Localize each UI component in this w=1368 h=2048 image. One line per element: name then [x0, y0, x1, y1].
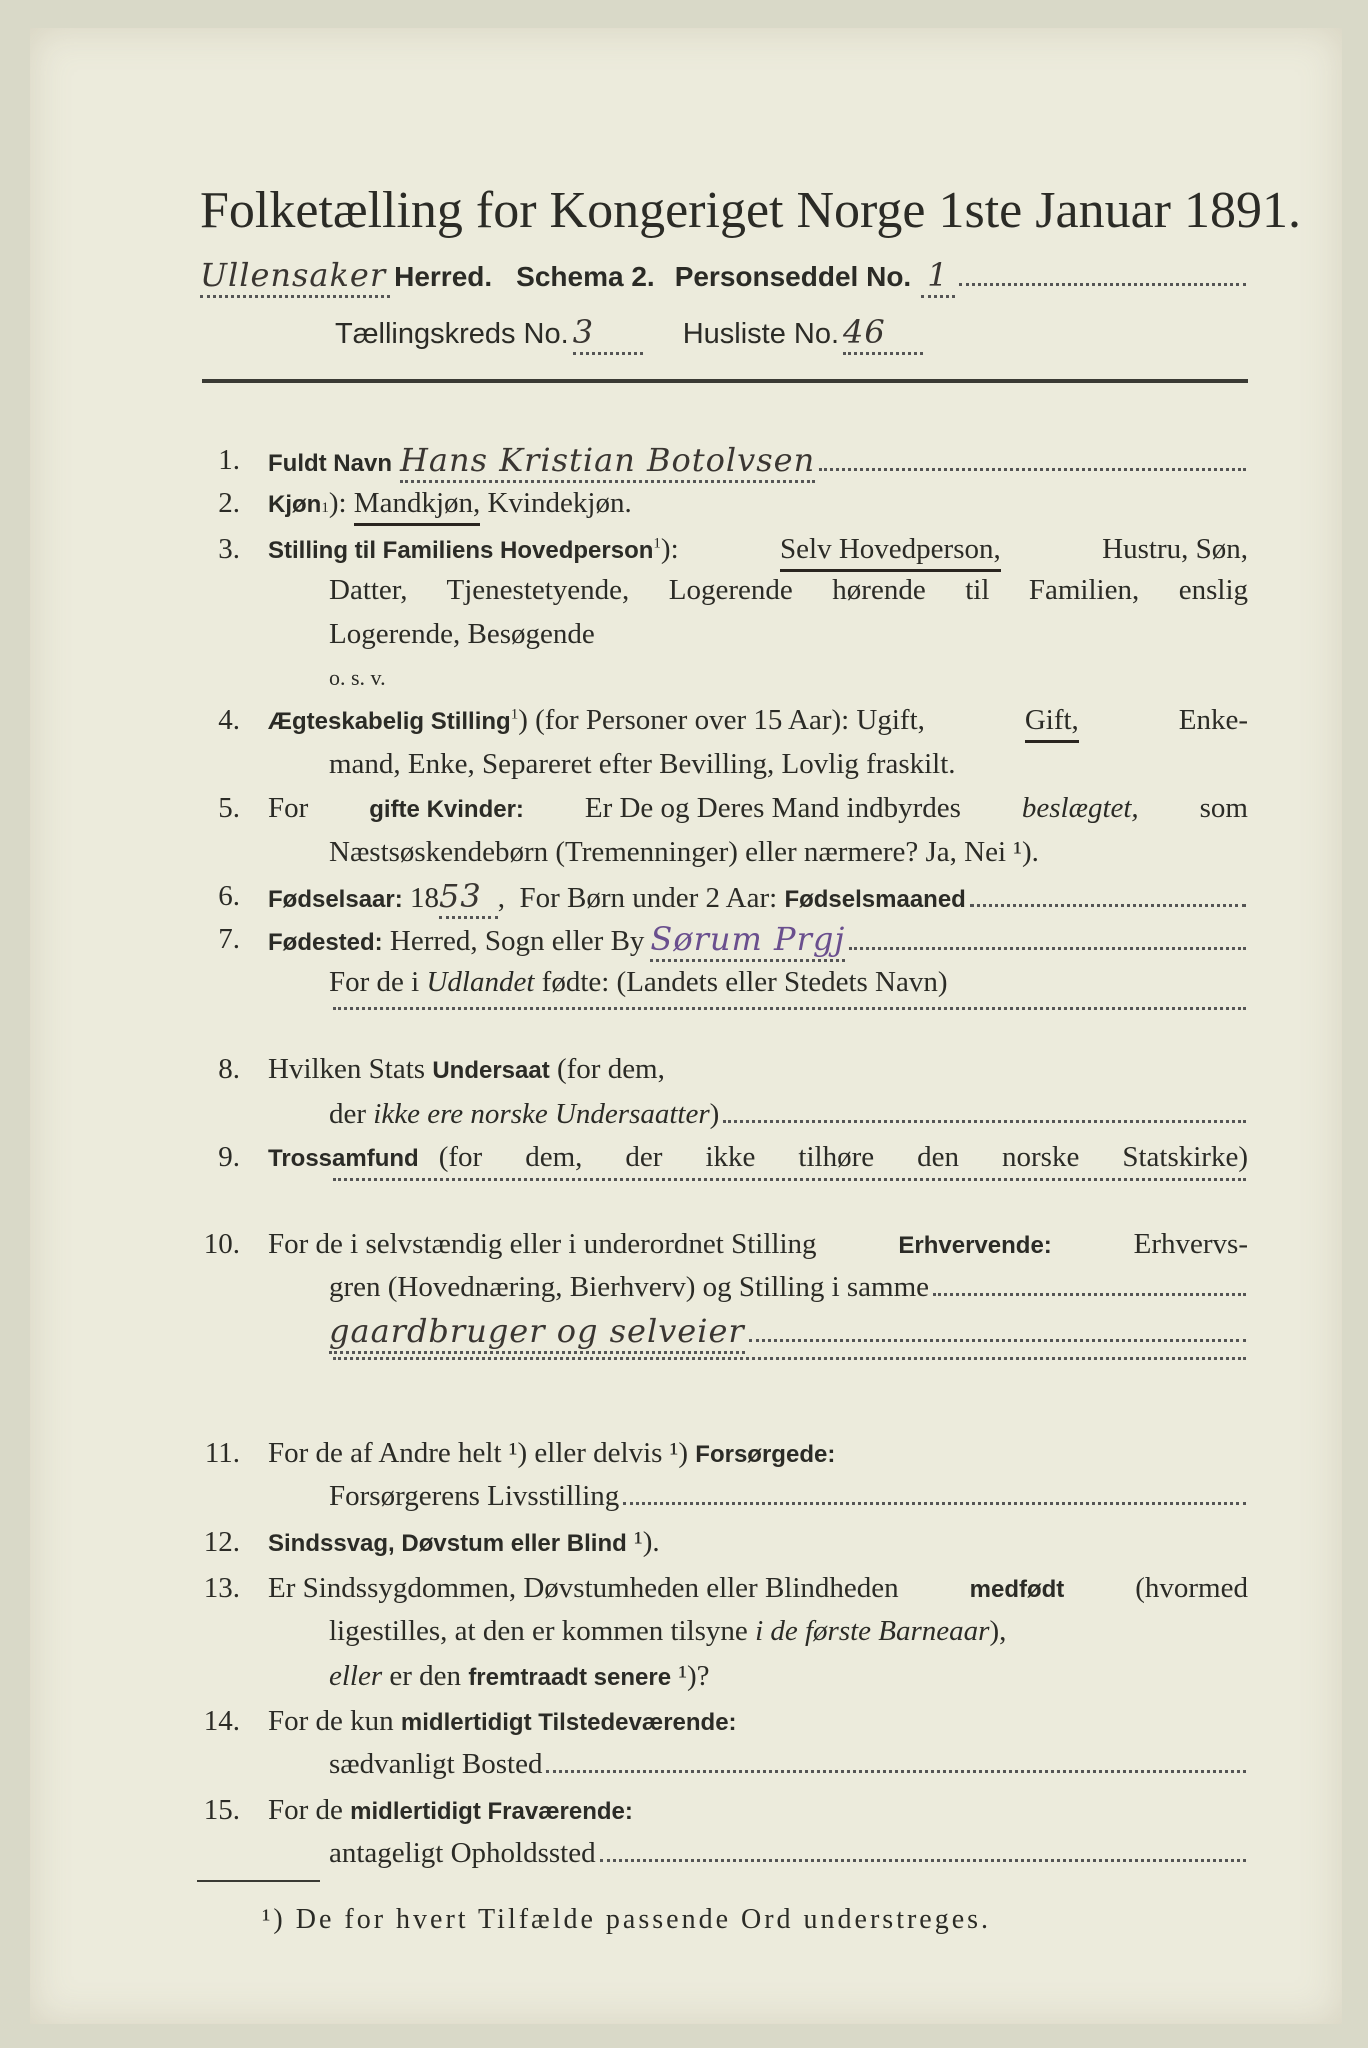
header-divider — [202, 379, 1248, 383]
item-15 — [0, 1790, 1368, 1830]
form-title: Folketælling for Kongeriget Norge 1ste Januar 1891. — [200, 182, 1301, 239]
text-italic: ikke ere norske Undersaatter — [373, 1098, 710, 1130]
item-2: 2. Kjøn 1 ): Mandkjøn, Kvindekjøn. — [0, 483, 1368, 523]
herred-value: Ullensaker — [200, 255, 390, 298]
item-7-line-2 — [0, 962, 1368, 1002]
herred-label: Herred. — [394, 261, 493, 292]
item-number: 4. — [218, 704, 240, 736]
item-5-line-2 — [0, 832, 1368, 872]
text: Forsørgerens Livsstilling — [329, 1480, 620, 1512]
item-6: 6. Fødselsaar: 18 53 , For Børn under 2 Aar: Fødselsmaaned — [0, 876, 1368, 916]
item-number: 15. — [203, 1794, 240, 1826]
colon: ): — [328, 487, 347, 519]
text: For de i selvstændig eller i underordnet Stilling — [268, 1228, 817, 1260]
text: Erhvervs- — [1133, 1228, 1248, 1260]
marital-status-selected: Gift, — [1025, 700, 1079, 743]
text: For de kun — [268, 1705, 394, 1737]
taellingskreds-label: Tællingskreds No. — [335, 318, 569, 350]
item-1 — [0, 440, 1368, 480]
item-number: 9. — [218, 1141, 240, 1173]
text: der — [329, 1098, 367, 1130]
item-9 — [0, 1137, 1368, 1177]
marital-status-text: ) (for Personer over 15 Aar): Ugift, — [518, 704, 925, 736]
item-10 — [0, 1224, 1368, 1264]
text: For Børn under 2 Aar: — [519, 882, 778, 914]
full-name-value: Hans Kristian Botolvsen — [400, 440, 815, 483]
text: ¹). — [634, 1526, 660, 1558]
item-4 — [0, 700, 1368, 740]
family-position-options: Hustru, Søn, — [1102, 533, 1248, 565]
congenital-label: medfødt — [969, 1576, 1065, 1603]
district-line — [0, 312, 1368, 356]
sex-option-female: Kvindekjøn. — [487, 487, 632, 519]
text: er den — [389, 1660, 462, 1692]
item-number: 3. — [218, 533, 240, 565]
occupation-label: Erhvervende: — [898, 1232, 1052, 1259]
colon: ): — [660, 533, 679, 565]
item-number: 5. — [218, 792, 240, 824]
text: Herred, Sogn eller By — [389, 925, 645, 957]
item-number: 10. — [203, 1228, 240, 1260]
text: ¹)? — [678, 1660, 710, 1692]
text: antageligt Opholdssted — [329, 1837, 596, 1869]
item-number: 1. — [218, 444, 240, 476]
item-3-line-3 — [0, 614, 1368, 654]
text: (for dem, — [556, 1053, 665, 1085]
occupation-value: gaardbruger og selveier — [329, 1311, 745, 1354]
item-number: 13. — [203, 1572, 240, 1604]
text: For de af Andre helt ¹) eller delvis ¹) — [268, 1437, 689, 1469]
later-onset-label: fremtraadt senere — [468, 1664, 672, 1691]
full-name-label: Fuldt Navn — [268, 450, 392, 477]
birth-month-label: Fødselsmaaned — [784, 886, 966, 913]
text: For de i — [329, 966, 420, 998]
item-number: 6. — [218, 880, 240, 912]
footnote-ref: 1 — [653, 535, 661, 552]
text: ligestilles, at den er kommen tilsyne — [329, 1615, 748, 1647]
item-number: 7. — [218, 923, 240, 955]
footnote-ref: 1 — [510, 706, 519, 723]
item-10-blank — [0, 1356, 1368, 1396]
item-5 — [0, 788, 1368, 828]
item-10-line-3 — [0, 1311, 1368, 1351]
text: For de — [268, 1794, 343, 1826]
marital-status-label: Ægteskabelig Stilling — [268, 708, 511, 735]
footnote: ¹) De for hvert Tilfælde passende Ord understreges. — [262, 1904, 992, 1935]
text-italic: Udlandet — [426, 966, 535, 998]
personseddel-value: 1 — [921, 255, 954, 298]
item-8-line-2 — [0, 1094, 1368, 1134]
item-3-line-2 — [0, 570, 1368, 610]
birth-year-value: 53 — [439, 876, 498, 919]
family-position-label: Stilling til Familiens Hovedperson — [268, 537, 654, 564]
item-3-line-4 — [0, 658, 1368, 698]
religion-label: Trossamfund — [268, 1145, 419, 1172]
text-italic: beslægtet, — [1021, 792, 1139, 824]
disability-label: Sindssvag, Døvstum eller Blind — [268, 1530, 627, 1557]
husliste-label: Husliste No. — [682, 318, 840, 350]
text: ) — [709, 1098, 720, 1130]
family-position-options: Logerende, Besøgende — [329, 618, 595, 650]
marital-status-options: mand, Enke, Separeret efter Bevilling, Lovlig fraskilt. — [329, 748, 956, 780]
personseddel-label: Personseddel No. — [674, 261, 912, 292]
item-11 — [0, 1433, 1368, 1473]
family-position-selected: Selv Hovedperson, — [780, 529, 1001, 572]
text: som — [1199, 792, 1248, 824]
item-8 — [0, 1049, 1368, 1089]
item-4-line-2 — [0, 744, 1368, 784]
item-12 — [0, 1522, 1368, 1562]
etc-text: o. s. v. — [329, 665, 386, 690]
item-number: 12. — [203, 1526, 240, 1558]
item-10-line-2 — [0, 1267, 1368, 1307]
temporary-present-label: midlertidigt Tilstedeværende: — [400, 1709, 737, 1736]
text: Er Sindssygdommen, Døvstumheden eller Blindheden — [268, 1572, 899, 1604]
text: (hvormed — [1135, 1572, 1248, 1604]
taellingskreds-value: 3 — [573, 312, 643, 355]
item-number: 8. — [218, 1053, 240, 1085]
husliste-value: 46 — [843, 312, 923, 355]
item-13-line-3 — [0, 1656, 1368, 1696]
birth-year-label: Fødselsaar: — [268, 886, 403, 913]
item-7-blank — [0, 1006, 1368, 1046]
sex-option-male-selected: Mandkjøn, — [354, 483, 480, 526]
footnote-divider — [197, 1880, 320, 1882]
citizenship-label: Undersaat — [432, 1057, 550, 1084]
birthplace-value: Sørum Prgj — [650, 919, 845, 962]
item-14 — [0, 1701, 1368, 1741]
text: sædvanligt Bosted — [329, 1748, 543, 1780]
sex-label: Kjøn — [268, 491, 322, 518]
header-line — [0, 252, 1368, 302]
item-13-line-2 — [0, 1611, 1368, 1651]
item-number: 2. — [218, 487, 240, 519]
item-7 — [0, 919, 1368, 959]
item-11-line-2 — [0, 1476, 1368, 1516]
marital-status-options: Enke- — [1178, 704, 1248, 736]
text-italic: i de første Barneaar — [755, 1615, 990, 1647]
schema-label: Schema 2. — [516, 261, 655, 292]
family-position-options: Datter, Tjenestetyende, Logerende hørende til Familien, enslig — [329, 574, 1248, 606]
text: Hvilken Stats — [268, 1053, 426, 1085]
item-13 — [0, 1568, 1368, 1608]
temporary-absent-label: midlertidigt Fraværende: — [350, 1798, 633, 1825]
text: gren (Hovednæring, Bierhverv) og Stilling i samme — [329, 1271, 930, 1303]
birthplace-label: Fødested: — [268, 929, 383, 956]
birth-year-prefix: 18 — [409, 882, 439, 914]
text: For — [268, 792, 309, 824]
item-14-line-2 — [0, 1744, 1368, 1784]
item-number: 14. — [203, 1705, 240, 1737]
kinship-question: Næstsøskendebørn (Tremenninger) eller nærmere? Ja, Nei ¹). — [329, 836, 1039, 868]
text: fødte: (Landets eller Stedets Navn) — [541, 966, 948, 998]
text: ), — [989, 1615, 1007, 1647]
supported-label: Forsørgede: — [695, 1441, 836, 1468]
item-number: 11. — [204, 1437, 240, 1469]
text: (for dem, der ikke tilhøre den norske Statskirke) — [438, 1141, 1248, 1173]
item-3 — [0, 529, 1368, 569]
married-women-label: gifte Kvinder: — [369, 796, 524, 823]
item-9-blank — [0, 1177, 1368, 1217]
text: Er De og Deres Mand indbyrdes — [584, 792, 961, 824]
item-15-line-2 — [0, 1833, 1368, 1873]
text-italic: eller — [329, 1660, 383, 1692]
